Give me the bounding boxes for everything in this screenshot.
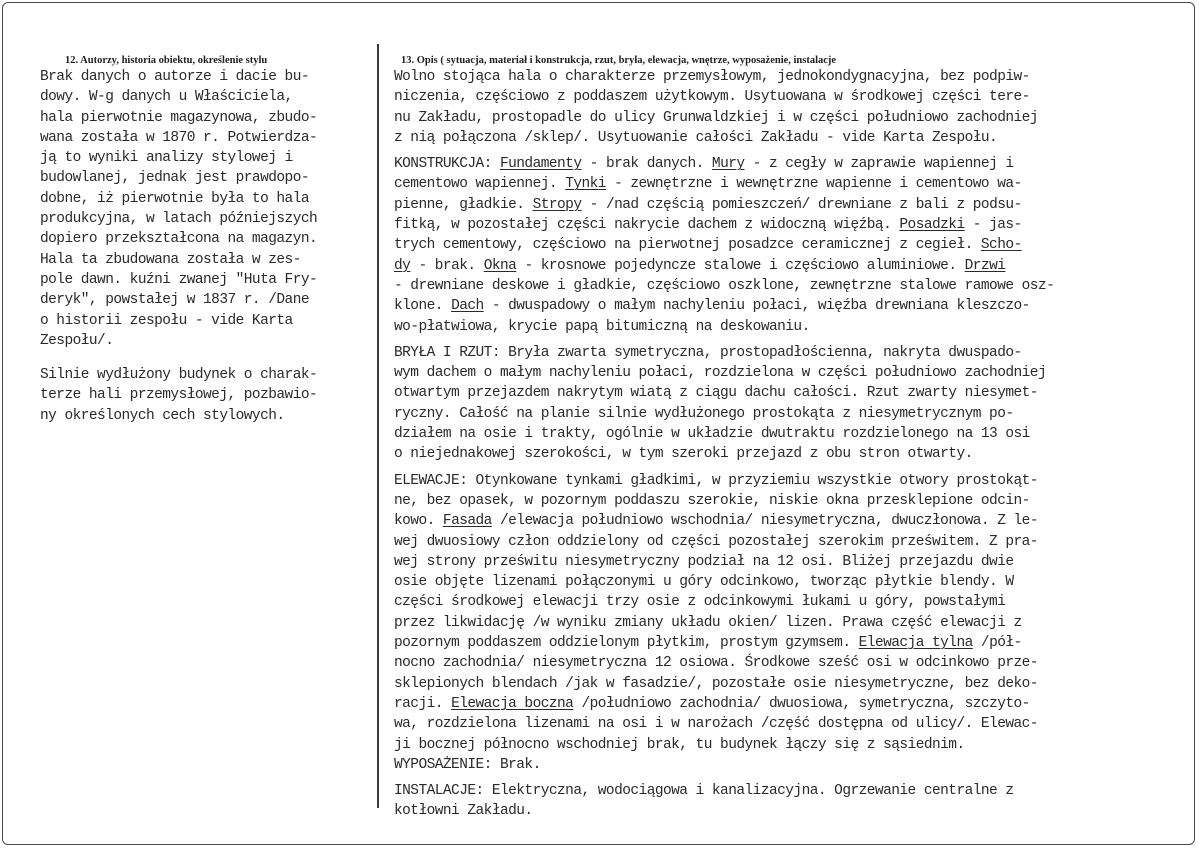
text-line: trych cementowy, częściowo na pierwotnej posadzce ceramicznej z cegieł. Scho- bbox=[394, 237, 1022, 254]
style-paragraph bbox=[40, 365, 372, 426]
text-line: otwartym przejazdem nakrytym wiatą z ciągu dachu całości. Rzut zwarty niesymet- bbox=[394, 385, 1038, 402]
text-line: o historii zespołu - vide Karta bbox=[40, 312, 293, 329]
text-line: wa, rozdzielona lizenami na osi i w narożach /część dostępna od ulicy/. Elewac- bbox=[394, 716, 1038, 733]
text-line: o niejednakowej szerokości, w tym szeroki przejazd z obu stron otwarty. bbox=[394, 446, 973, 463]
text-line: dobne, iż pierwotnie była to hala bbox=[40, 190, 309, 207]
situation-paragraph bbox=[394, 67, 1194, 148]
text-line: ji bocznej północno wschodniej brak, tu budynek łączy się z sąsiednim. bbox=[394, 736, 965, 753]
text-line: działem na osie i trakty, ogólnie w układzie dwutraktu rozdzielonego na 13 osi bbox=[394, 426, 1030, 443]
text-line: dowy. W-g danych u Właściciela, bbox=[40, 89, 293, 106]
term-stropy: Stropy bbox=[532, 196, 582, 213]
text-line: fitką, w pozostałej części nakrycie dachem z widoczną więźbą. Posadzki - jas- bbox=[394, 217, 1022, 234]
column-divider bbox=[377, 44, 379, 808]
text-line: pozornym poddaszem oddzielonym płytkim, prostym gzymsem. Elewacja tylna /pół- bbox=[394, 635, 1022, 652]
term-fundamenty: Fundamenty bbox=[499, 156, 582, 173]
text-line: sklepionych blendach /jak w fasadzie/, pozostałe osie niesymetryczne, bez deko- bbox=[394, 675, 1038, 692]
term-mury: Mury bbox=[711, 156, 745, 173]
text-line: kotłowni Zakładu. bbox=[394, 803, 533, 820]
text-line: niczenia, częściowo z poddaszem użytkowym. Usytuowana w środkowej części tere- bbox=[394, 89, 1030, 106]
term-elewacja-tylna: Elewacja tylna bbox=[858, 635, 973, 652]
text-line: Wolno stojąca hala o charakterze przemysłowym, jednokondygnacyjna, bez podpiw- bbox=[394, 69, 1030, 85]
text-line: dopiero przekształcona na magazyn. bbox=[40, 231, 318, 248]
text-line: ją to wyniki analizy stylowej i bbox=[40, 150, 293, 167]
text-line: KONSTRUKCJA: Fundamenty - brak danych. Mury - z cegły w zaprawie wapiennej i bbox=[394, 156, 1014, 173]
text-line: klone. Dach - dwuspadowy o małym nachyleniu połaci, więźba drewniana kleszczo- bbox=[394, 298, 1030, 315]
text-line: części środkowej elewacji trzy osie z odcinkowymi łukami u góry, powstałymi bbox=[394, 594, 1006, 611]
term-posadzki: Posadzki bbox=[899, 217, 965, 234]
text-line: Zespołu/. bbox=[40, 332, 114, 349]
text-line: INSTALACJE: Elektryczna, wodociągowa i kanalizacyjna. Ogrzewanie centralne z bbox=[394, 783, 1014, 800]
text-line: cementowo wapiennej. Tynki - zewnętrzne i wewnętrzne wapienne i cementowo wa- bbox=[394, 176, 1022, 193]
text-line: osie objęte lizenami połączonymi u góry odcinkowo, tworząc płytkie blendy. W bbox=[394, 574, 1014, 591]
text-line: wo-płatwiowa, krycie papą bitumiczną na deskowaniu. bbox=[394, 318, 810, 335]
description-section bbox=[394, 67, 1194, 822]
text-line: pienne, gładkie. Stropy - /nad częścią pomieszczeń/ drewniane z bali z podsu- bbox=[394, 196, 1022, 213]
text-line: wym dachem o małym nachyleniu połaci, rozdzielona w części południowo zachodniej bbox=[394, 365, 1047, 382]
term-drzwi: Drzwi bbox=[964, 257, 1006, 274]
right-column-header: 13. Opis ( sytuacja, materiał i konstrukcja, rzut, bryła, elewacja, wnętrze, wyposażenie, instalacje bbox=[401, 55, 837, 66]
term-schody: Scho- bbox=[980, 237, 1022, 254]
text-line: terze hali przemysłowej, pozbawio- bbox=[40, 387, 318, 404]
text-line: - drewniane deskowe i gładkie, częściowo oszklone, zewnętrzne stalowe ramowe osz- bbox=[394, 277, 1055, 294]
term-fasada: Fasada bbox=[442, 513, 492, 530]
text-line: Silnie wydłużony budynek o charak- bbox=[40, 367, 318, 384]
text-line: kowo. Fasada /elewacja południowo wschodnia/ niesymetryczna, dwuczłonowa. Z le- bbox=[394, 513, 1038, 530]
text-line: pole dawn. kuźni zwanej "Huta Fry- bbox=[40, 271, 318, 288]
text-line: BRYŁA I RZUT: Bryła zwarta symetryczna, prostopadłościenna, nakryta dwuspado- bbox=[394, 344, 1022, 361]
history-section bbox=[40, 67, 372, 426]
text-line: Hala ta zbudowana została w zes- bbox=[40, 251, 301, 268]
text-line: WYPOSAŻENIE: Brak. bbox=[394, 756, 541, 773]
construction-paragraph bbox=[394, 154, 1194, 337]
term-elewacja-boczna: Elewacja boczna bbox=[451, 695, 574, 712]
installations-paragraph bbox=[394, 781, 1194, 822]
text-line: ELEWACJE: Otynkowane tynkami gładkimi, w przyziemiu wszystkie otwory prostokąt- bbox=[394, 472, 1038, 489]
text-line: Brak danych o autorze i dacie bu- bbox=[40, 69, 309, 85]
text-line: wana została w 1870 r. Potwierdza- bbox=[40, 129, 318, 146]
text-line: z nią połączona /sklep/. Usytuowanie całości Zakładu - vide Karta Zespołu. bbox=[394, 129, 998, 146]
text-line: przez likwidację /w wyniku zmiany układu okien/ lizen. Prawa część elewacji z bbox=[394, 614, 1022, 631]
term-schody-cont: dy bbox=[394, 257, 411, 274]
text-line: racji. Elewacja boczna /południowo zachodnia/ dwuosiowa, symetryczna, szczyto- bbox=[394, 695, 1030, 712]
history-paragraph bbox=[40, 67, 372, 351]
text-line: dy - brak. Okna - krosnowe pojedyncze stalowe i częściowo aluminiowe. Drzwi bbox=[394, 257, 1006, 274]
term-tynki: Tynki bbox=[565, 176, 606, 193]
term-dach: Dach bbox=[451, 298, 484, 315]
term-okna: Okna bbox=[483, 257, 517, 274]
left-column-header: 12. Autorzy, historia obiektu, określenie stylu bbox=[65, 55, 268, 66]
text-line: wej dwuosiowy człon oddzielony od części pozostałej szerokim prześwitem. Z pra- bbox=[394, 533, 1038, 550]
text-line: ny określonych cech stylowych. bbox=[40, 407, 285, 424]
text-line: hala pierwotnie magazynowa, zbudo- bbox=[40, 109, 318, 126]
text-line: ne, bez opasek, w pozornym poddaszu szerokie, niskie okna przesklepione odcin- bbox=[394, 492, 1030, 509]
text-line: wej strony prześwitu niesymetryczny podział na 12 osi. Bliżej przejazdu dwie bbox=[394, 553, 1014, 570]
text-line: produkcyjna, w latach późniejszych bbox=[40, 211, 318, 228]
text-line: nu Zakładu, prostopadle do ulicy Grunwaldzkiej i w części południowo zachodniej bbox=[394, 109, 1038, 126]
text-line: ryczny. Całość na planie silnie wydłużonego prostokąta z niesymetrycznym po- bbox=[394, 405, 1014, 422]
equipment-paragraph bbox=[394, 755, 1194, 775]
text-line: budowlanej, jednak jest prawdopo- bbox=[40, 170, 309, 187]
text-line: nocno zachodnia/ niesymetryczna 12 osiowa. Środkowe sześć osi w odcinkowo prze- bbox=[394, 655, 1038, 672]
elevations-paragraph bbox=[394, 471, 1194, 755]
massing-paragraph bbox=[394, 343, 1194, 465]
text-line: deryk", powstałej w 1837 r. /Dane bbox=[40, 292, 309, 309]
